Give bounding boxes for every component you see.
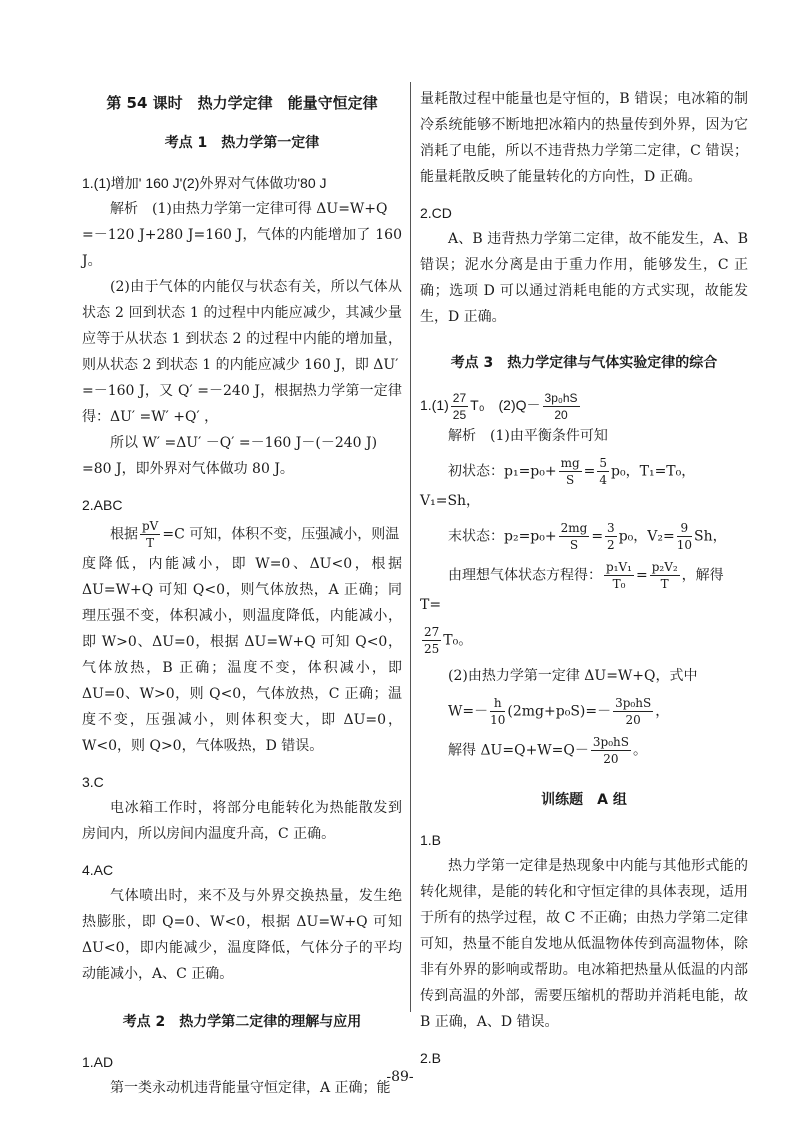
init-pre: 初状态：p₁=p₀+ bbox=[448, 463, 557, 480]
kp3-work-equation bbox=[420, 695, 748, 728]
frac-denominator: T₀ bbox=[612, 577, 626, 591]
kp1-q2-post: =C 可知，体积不变，压强减小，则温 bbox=[162, 526, 400, 543]
gas-eq: = bbox=[635, 567, 648, 584]
kp1-q1-answer: 1.(1)增加' 160 J'(2)外界对气体做功'80 J bbox=[82, 175, 327, 191]
ans1-fraction bbox=[451, 390, 468, 423]
kp1-q4-text: 气体喷出时，来不及与外界交换热量，发生绝热膨胀，即 Q=0、W<0，根据 ΔU=W+Q 可知 ΔU<0，即内能减少，温度降低，气体分子的平均动能减小，A、C 正确。 bbox=[82, 888, 402, 982]
27-over-25-fraction bbox=[422, 624, 441, 657]
2mg-over-s-fraction bbox=[559, 520, 590, 553]
frac-denominator: 25 bbox=[452, 408, 467, 422]
kp1-q3-answer: 3.C bbox=[82, 774, 104, 790]
kp1-q2-body: 度降低，内能减小，即 W=0、ΔU<0，根据 ΔU=W+Q 可知 Q<0，则气体放热，A 正确；同理压强不变，体积减小，则温度降低，内能减小，即 W>0、ΔU=0，根据 ΔU=W+Q 可知 Q<0，气体放热，B 正确；温度不变，体积减小，即 ΔU=0、W>0，则 Q<0，气体放热，C 正确；温度不变，压强减小，则体积变大，即 ΔU=0，W<0，则 Q>0，气体吸热，D 错误。 bbox=[82, 556, 402, 754]
frac-numerator: h bbox=[490, 695, 505, 712]
frac-numerator: 5 bbox=[599, 456, 608, 470]
three-halves-fraction bbox=[605, 520, 617, 553]
init-post: p₀，T₁=T₀，V₁=Sh， bbox=[420, 463, 696, 509]
frac-numerator: 2mg bbox=[560, 521, 588, 535]
frac-numerator: 27 bbox=[452, 391, 467, 405]
five-quarters-fraction bbox=[597, 455, 609, 488]
frac-numerator: 3p₀hS bbox=[544, 391, 578, 405]
p2v2-over-t-fraction bbox=[650, 559, 680, 592]
page-number: -89- bbox=[386, 1069, 414, 1085]
frac-denominator: 20 bbox=[603, 752, 619, 766]
frac-numerator: 9 bbox=[677, 520, 692, 537]
frac-denominator: 4 bbox=[599, 473, 608, 487]
nine-tenths-fraction bbox=[677, 520, 692, 553]
final-mid2: p₀，V₂= bbox=[618, 528, 675, 545]
pv-over-t-fraction bbox=[140, 518, 160, 551]
kp1-q2-answer: 2.ABC bbox=[82, 497, 123, 513]
section-title-kp1: 考点 1 热力学第一定律 bbox=[164, 135, 320, 151]
frac-denominator: 10 bbox=[490, 713, 506, 727]
frac-denominator: T bbox=[146, 536, 155, 550]
p1v1-over-t0-fraction bbox=[604, 559, 634, 592]
gas-pre: 由理想气体状态方程得： bbox=[448, 567, 602, 584]
w-mid: (2mg+p₀S)=－ bbox=[507, 703, 612, 720]
frac-denominator: 10 bbox=[676, 538, 692, 552]
frac-denominator: 20 bbox=[554, 408, 568, 422]
frac-numerator: 27 bbox=[424, 625, 440, 639]
frac-denominator: S bbox=[569, 538, 579, 552]
frac-denominator: T bbox=[660, 577, 669, 591]
gas-post: ，解得 T= bbox=[420, 567, 724, 613]
train-q1-answer: 1.B bbox=[420, 832, 442, 848]
kp3-initial-state bbox=[420, 455, 748, 514]
kp3-gas-result bbox=[420, 624, 748, 657]
mg-over-s-fraction bbox=[559, 455, 582, 488]
kp1-q1-line2: =－120 J+280 J=160 J，气体的内能增加了 160 J。 bbox=[82, 227, 402, 269]
3p0hs-over-20-fraction bbox=[613, 695, 653, 728]
kp1-q2-formula-line bbox=[82, 518, 402, 551]
kp1-q1-line5: 所以 W′ =ΔU′ －Q′ =－160 J－(－240 J) bbox=[110, 435, 378, 451]
frac-numerator: pV bbox=[142, 519, 159, 533]
kp2-q2-answer: 2.CD bbox=[420, 205, 452, 221]
kp2-q1-text-left: 第一类永动机违背能量守恒定律，A 正确；能 bbox=[110, 1080, 391, 1096]
frac-numerator: p₂V₂ bbox=[651, 560, 678, 574]
left-column bbox=[82, 86, 402, 1101]
kp1-q3-text: 电冰箱工作时，将部分电能转化为热能散发到房间内，所以房间内温度升高，C 正确。 bbox=[82, 800, 402, 842]
solution-fraction bbox=[591, 734, 631, 767]
kp2-q1-answer: 1.AD bbox=[82, 1054, 114, 1070]
kp3-gas-equation bbox=[420, 559, 748, 618]
kp3-part2-line: (2)由热力学第一定律 ΔU=W+Q，式中 bbox=[448, 668, 698, 684]
lesson-title: 第 54 课时 热力学定律 能量守恒定律 bbox=[106, 94, 378, 112]
w-post: ， bbox=[655, 703, 670, 720]
frac-denominator: 25 bbox=[424, 642, 440, 656]
kp3-analysis: 解析 (1)由平衡条件可知 bbox=[448, 428, 608, 444]
kp3-solution bbox=[420, 734, 748, 767]
frac-numerator: p₁V₁ bbox=[606, 560, 632, 574]
column-divider bbox=[410, 82, 411, 1012]
frac-numerator: mg bbox=[560, 456, 580, 470]
sol-post: 。 bbox=[632, 742, 647, 759]
train-q1-text: 热力学第一定律是热现象中内能与其他形式能的转化规律，是能的转化和守恒定律的具体表现，适用于所有的热学过程，故 C 不正确；由热力学第二定律可知，热量不能自发地从低温物体传到高温物体，除非有外界的影响或帮助。电冰箱把热量从低温的内部传到高温的外部，需要压缩机的帮助并消耗电能，故 B 正确，A、D 错误。 bbox=[420, 858, 748, 1030]
h-over-10-fraction bbox=[490, 695, 505, 728]
kp1-q1-line4: =－160 J，又 Q′ =－240 J，根据热力学第一定律得：ΔU′ =W′ +Q′ ， bbox=[82, 383, 402, 425]
kp3-ans-prefix: 1.(1) bbox=[420, 397, 449, 414]
kp1-q2-pre: 根据 bbox=[110, 526, 138, 543]
init-mid: = bbox=[583, 463, 596, 480]
final-pre: 末状态：p₂=p₀+ bbox=[448, 528, 557, 545]
frac-denominator: S bbox=[566, 473, 575, 487]
kp3-answer bbox=[420, 390, 748, 423]
kp1-q1-line1: 解析 (1)由热力学第一定律可得 ΔU=W+Q bbox=[110, 201, 388, 217]
ans2-fraction bbox=[543, 390, 580, 423]
kp1-q1-line3: (2)由于气体的内能仅与状态有关，所以气体从状态 2 回到状态 1 的过程中内能应减少，其减少量应等于从状态 1 到状态 2 的过程中内能的增加量，则从状态 2 到状态 1 的内能应减少 160 J，即 ΔU′ bbox=[82, 279, 402, 373]
frac-numerator: 3p₀hS bbox=[592, 735, 629, 749]
frac-numerator: 3 bbox=[607, 521, 615, 535]
kp2-q1-text-right: 量耗散过程中能量也是守恒的，B 错误；电冰箱的制冷系统能够不断地把冰箱内的热量传到外界，因为它消耗了电能，所以不违背热力学第二定律，C 错误；能量耗散反映了能量转化的方向性，D 正确。 bbox=[420, 91, 748, 185]
sol-pre: 解得 ΔU=Q+W=Q－ bbox=[448, 742, 589, 759]
frac-denominator: 20 bbox=[625, 713, 641, 727]
kp2-q2-text: A、B 违背热力学第二定律，故不能发生，A、B 错误；泥水分离是由于重力作用，能够发生，C 正确；选项 D 可以通过消耗电能的方式实现，故能发生，D 正确。 bbox=[420, 231, 748, 325]
section-title-kp3: 考点 3 热力学定律与气体实验定律的综合 bbox=[450, 355, 718, 371]
right-column bbox=[420, 86, 748, 1071]
gas-res-tail: T₀。 bbox=[443, 632, 473, 649]
final-post: Sh， bbox=[694, 528, 727, 545]
kp3-ans-tail: T₀ (2)Q－ bbox=[470, 397, 541, 414]
final-mid: = bbox=[591, 528, 604, 545]
kp1-q1-line6: =80 J，即外界对气体做功 80 J。 bbox=[82, 461, 294, 477]
train-q2-answer: 2.B bbox=[420, 1050, 442, 1066]
frac-numerator: 3p₀hS bbox=[615, 696, 652, 710]
kp3-final-state bbox=[420, 520, 748, 553]
section-title-kp2: 考点 2 热力学第二定律的理解与应用 bbox=[122, 1014, 362, 1030]
kp1-q4-answer: 4.AC bbox=[82, 862, 114, 878]
section-title-training: 训练题 A 组 bbox=[541, 792, 627, 808]
w-pre: W=－ bbox=[448, 703, 489, 720]
frac-denominator: 2 bbox=[607, 538, 615, 552]
